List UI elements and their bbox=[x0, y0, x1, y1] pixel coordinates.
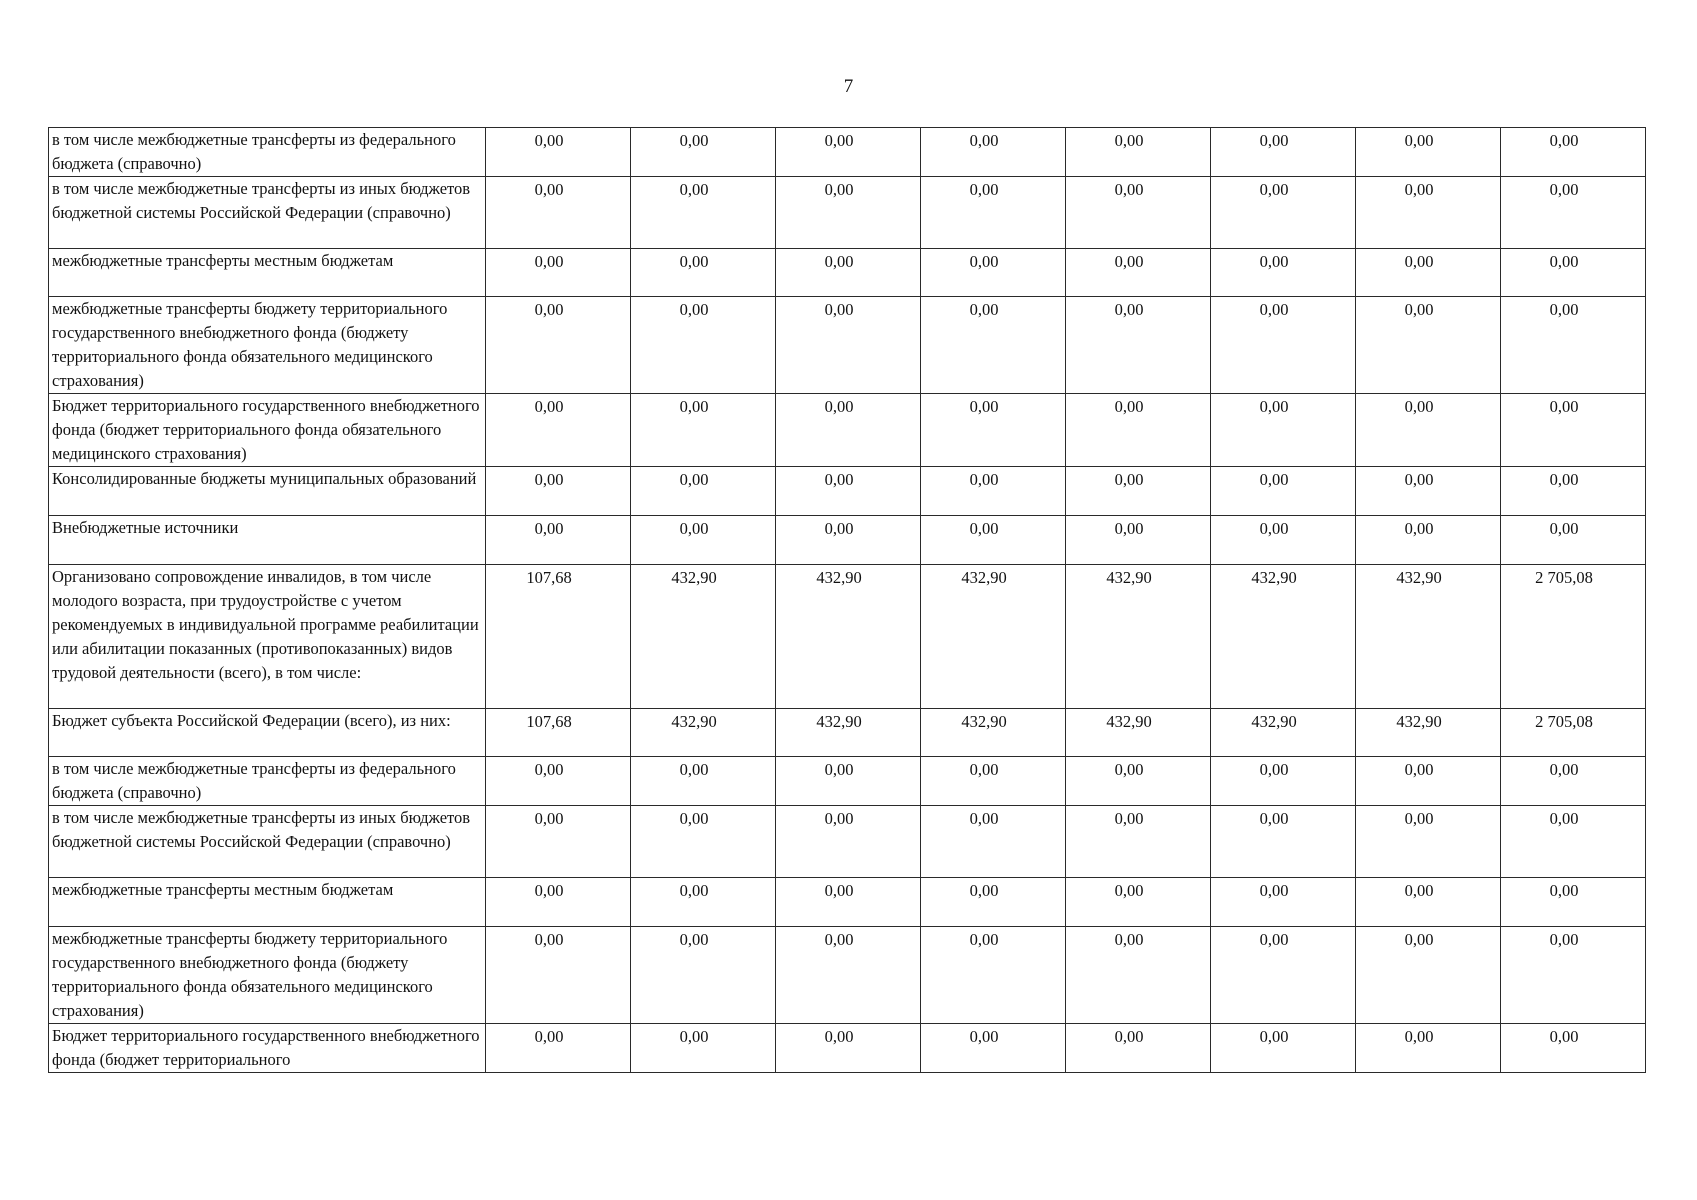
value-text: 0,00 bbox=[1259, 809, 1289, 828]
value-text: 0,00 bbox=[1404, 760, 1434, 779]
value-text: 0,00 bbox=[824, 131, 854, 150]
value-cell bbox=[1066, 467, 1211, 516]
value-cell bbox=[631, 878, 776, 927]
row-label: Консолидированные бюджеты муниципальных образований bbox=[49, 467, 486, 516]
value-text: 0,00 bbox=[1114, 930, 1144, 949]
value-text: 0,00 bbox=[1114, 1027, 1144, 1046]
table-row bbox=[49, 1024, 1646, 1073]
value-cell bbox=[1501, 297, 1646, 394]
value-cell bbox=[776, 516, 921, 565]
value-text: 0,00 bbox=[679, 519, 709, 538]
value-cell bbox=[1066, 709, 1211, 757]
value-text: 2 705,08 bbox=[1535, 712, 1593, 731]
value-cell bbox=[1211, 1024, 1356, 1073]
value-cell bbox=[1211, 878, 1356, 927]
value-cell bbox=[631, 757, 776, 806]
value-text: 0,00 bbox=[1114, 809, 1144, 828]
value-cell bbox=[1501, 516, 1646, 565]
row-label: в том числе межбюджетные трансферты из федерального бюджета (справочно) bbox=[49, 128, 486, 177]
value-text: 0,00 bbox=[1549, 470, 1579, 489]
value-cell bbox=[486, 297, 631, 394]
value-cell bbox=[1066, 1024, 1211, 1073]
value-text: 432,90 bbox=[1251, 712, 1297, 731]
value-cell bbox=[631, 177, 776, 249]
value-text: 0,00 bbox=[534, 930, 564, 949]
value-text: 0,00 bbox=[1404, 470, 1434, 489]
value-text: 0,00 bbox=[1259, 760, 1289, 779]
value-text: 0,00 bbox=[1549, 519, 1579, 538]
value-text: 0,00 bbox=[969, 1027, 999, 1046]
value-text: 0,00 bbox=[1404, 809, 1434, 828]
value-cell bbox=[1066, 927, 1211, 1024]
value-text: 0,00 bbox=[534, 252, 564, 271]
value-cell bbox=[486, 709, 631, 757]
value-text: 0,00 bbox=[1259, 930, 1289, 949]
value-cell bbox=[1501, 128, 1646, 177]
value-cell bbox=[1066, 806, 1211, 878]
value-cell bbox=[776, 1024, 921, 1073]
value-text: 0,00 bbox=[534, 470, 564, 489]
value-text: 432,90 bbox=[1396, 712, 1442, 731]
row-label: в том числе межбюджетные трансферты из иных бюджетов бюджетной системы Российской Федерации (справочно) bbox=[49, 177, 486, 249]
value-cell bbox=[1356, 806, 1501, 878]
value-cell bbox=[1501, 878, 1646, 927]
value-cell bbox=[631, 467, 776, 516]
value-cell bbox=[1356, 927, 1501, 1024]
value-text: 0,00 bbox=[1549, 180, 1579, 199]
value-text: 0,00 bbox=[1259, 470, 1289, 489]
value-text: 0,00 bbox=[969, 470, 999, 489]
value-cell bbox=[1066, 394, 1211, 467]
value-cell bbox=[1501, 927, 1646, 1024]
value-text: 0,00 bbox=[969, 300, 999, 319]
value-cell bbox=[486, 757, 631, 806]
value-cell bbox=[776, 709, 921, 757]
value-text: 0,00 bbox=[1259, 180, 1289, 199]
value-cell bbox=[776, 297, 921, 394]
value-text: 0,00 bbox=[1114, 470, 1144, 489]
value-text: 0,00 bbox=[969, 180, 999, 199]
value-cell bbox=[1211, 297, 1356, 394]
value-text: 0,00 bbox=[969, 252, 999, 271]
value-text: 0,00 bbox=[679, 881, 709, 900]
value-text: 0,00 bbox=[534, 300, 564, 319]
value-text: 432,90 bbox=[961, 712, 1007, 731]
value-text: 0,00 bbox=[1259, 252, 1289, 271]
table-row bbox=[49, 565, 1646, 709]
value-cell bbox=[1066, 565, 1211, 709]
value-cell bbox=[1356, 128, 1501, 177]
value-text: 107,68 bbox=[526, 568, 572, 587]
value-text: 432,90 bbox=[1251, 568, 1297, 587]
value-text: 0,00 bbox=[824, 809, 854, 828]
value-text: 2 705,08 bbox=[1535, 568, 1593, 587]
value-cell bbox=[921, 878, 1066, 927]
value-text: 0,00 bbox=[824, 300, 854, 319]
value-text: 0,00 bbox=[534, 180, 564, 199]
value-text: 0,00 bbox=[1404, 519, 1434, 538]
value-cell bbox=[921, 177, 1066, 249]
value-cell bbox=[1211, 177, 1356, 249]
value-text: 0,00 bbox=[1549, 1027, 1579, 1046]
value-cell bbox=[1211, 757, 1356, 806]
value-text: 0,00 bbox=[824, 519, 854, 538]
value-cell bbox=[921, 709, 1066, 757]
value-text: 432,90 bbox=[1106, 568, 1152, 587]
value-text: 0,00 bbox=[679, 252, 709, 271]
value-cell bbox=[921, 565, 1066, 709]
budget-table-container bbox=[48, 127, 1645, 1073]
value-text: 0,00 bbox=[969, 809, 999, 828]
value-text: 107,68 bbox=[526, 712, 572, 731]
value-cell bbox=[1211, 249, 1356, 297]
value-cell bbox=[1501, 394, 1646, 467]
value-text: 0,00 bbox=[969, 519, 999, 538]
value-cell bbox=[486, 878, 631, 927]
row-label: межбюджетные трансферты местным бюджетам bbox=[49, 878, 486, 927]
row-label: Внебюджетные источники bbox=[49, 516, 486, 565]
value-cell bbox=[631, 709, 776, 757]
row-label: межбюджетные трансферты бюджету территориального государственного внебюджетного фонда (бюджету территориального фонда обязательного медицинского страхования) bbox=[49, 927, 486, 1024]
table-row bbox=[49, 927, 1646, 1024]
value-text: 0,00 bbox=[1549, 930, 1579, 949]
table-row bbox=[49, 806, 1646, 878]
value-text: 432,90 bbox=[671, 568, 717, 587]
value-cell bbox=[776, 249, 921, 297]
value-cell bbox=[1501, 565, 1646, 709]
value-cell bbox=[486, 1024, 631, 1073]
value-text: 0,00 bbox=[1114, 131, 1144, 150]
value-cell bbox=[631, 249, 776, 297]
value-cell bbox=[1066, 516, 1211, 565]
value-text: 432,90 bbox=[816, 712, 862, 731]
value-text: 0,00 bbox=[1259, 881, 1289, 900]
table-row bbox=[49, 177, 1646, 249]
table-row bbox=[49, 249, 1646, 297]
value-cell bbox=[776, 806, 921, 878]
table-row bbox=[49, 709, 1646, 757]
row-label: Бюджет территориального государственного внебюджетного фонда (бюджет территориального фонда обязательного медицинского страхования) bbox=[49, 394, 486, 467]
value-cell bbox=[921, 1024, 1066, 1073]
value-text: 0,00 bbox=[679, 809, 709, 828]
value-text: 432,90 bbox=[961, 568, 1007, 587]
value-cell bbox=[776, 467, 921, 516]
value-cell bbox=[631, 516, 776, 565]
value-text: 0,00 bbox=[1259, 397, 1289, 416]
value-cell bbox=[631, 297, 776, 394]
value-cell bbox=[1356, 467, 1501, 516]
value-cell bbox=[631, 1024, 776, 1073]
table-row bbox=[49, 757, 1646, 806]
table-body bbox=[49, 128, 1646, 1073]
value-cell bbox=[921, 806, 1066, 878]
row-label: в том числе межбюджетные трансферты из иных бюджетов бюджетной системы Российской Федерации (справочно) bbox=[49, 806, 486, 878]
value-text: 432,90 bbox=[1106, 712, 1152, 731]
value-text: 0,00 bbox=[1404, 1027, 1434, 1046]
value-text: 0,00 bbox=[1114, 519, 1144, 538]
value-text: 0,00 bbox=[679, 180, 709, 199]
value-text: 0,00 bbox=[534, 519, 564, 538]
value-cell bbox=[486, 249, 631, 297]
value-text: 0,00 bbox=[1404, 131, 1434, 150]
value-text: 0,00 bbox=[1549, 881, 1579, 900]
value-text: 0,00 bbox=[1549, 809, 1579, 828]
table-row bbox=[49, 394, 1646, 467]
value-text: 0,00 bbox=[1114, 252, 1144, 271]
value-cell bbox=[921, 467, 1066, 516]
value-text: 0,00 bbox=[1404, 300, 1434, 319]
value-cell bbox=[1211, 467, 1356, 516]
value-cell bbox=[631, 394, 776, 467]
value-cell bbox=[1356, 878, 1501, 927]
value-cell bbox=[1501, 177, 1646, 249]
value-text: 0,00 bbox=[679, 930, 709, 949]
value-cell bbox=[776, 565, 921, 709]
value-text: 0,00 bbox=[534, 809, 564, 828]
value-cell bbox=[776, 128, 921, 177]
value-text: 0,00 bbox=[1549, 131, 1579, 150]
value-text: 0,00 bbox=[824, 930, 854, 949]
value-cell bbox=[1066, 878, 1211, 927]
value-text: 0,00 bbox=[1549, 760, 1579, 779]
value-cell bbox=[486, 565, 631, 709]
value-text: 0,00 bbox=[1259, 131, 1289, 150]
value-text: 0,00 bbox=[824, 760, 854, 779]
value-cell bbox=[921, 249, 1066, 297]
value-text: 0,00 bbox=[679, 300, 709, 319]
value-cell bbox=[486, 516, 631, 565]
value-text: 0,00 bbox=[1404, 180, 1434, 199]
value-cell bbox=[486, 927, 631, 1024]
value-cell bbox=[1356, 177, 1501, 249]
value-cell bbox=[1501, 806, 1646, 878]
value-cell bbox=[486, 128, 631, 177]
value-cell bbox=[1211, 709, 1356, 757]
value-cell bbox=[1211, 394, 1356, 467]
value-text: 0,00 bbox=[1114, 881, 1144, 900]
value-cell bbox=[921, 128, 1066, 177]
value-text: 0,00 bbox=[679, 131, 709, 150]
table-row bbox=[49, 878, 1646, 927]
value-text: 0,00 bbox=[969, 397, 999, 416]
value-text: 0,00 bbox=[534, 131, 564, 150]
value-text: 0,00 bbox=[1259, 519, 1289, 538]
row-label: Бюджет территориального государственного внебюджетного фонда (бюджет территориального bbox=[49, 1024, 486, 1073]
value-text: 0,00 bbox=[679, 1027, 709, 1046]
value-cell bbox=[1066, 128, 1211, 177]
value-text: 0,00 bbox=[824, 1027, 854, 1046]
value-text: 0,00 bbox=[534, 1027, 564, 1046]
value-text: 0,00 bbox=[1114, 180, 1144, 199]
row-label: Организовано сопровождение инвалидов, в том числе молодого возраста, при трудоустройстве с учетом рекомендуемых в индивидуальной программе реабилитации или абилитации показанных (противопоказанных) видов трудовой деятельности (всего), в том числе: bbox=[49, 565, 486, 709]
value-text: 0,00 bbox=[969, 881, 999, 900]
value-cell bbox=[1356, 1024, 1501, 1073]
value-text: 0,00 bbox=[1404, 252, 1434, 271]
budget-table bbox=[48, 127, 1646, 1073]
value-text: 432,90 bbox=[671, 712, 717, 731]
value-cell bbox=[1211, 565, 1356, 709]
value-cell bbox=[1501, 249, 1646, 297]
table-row bbox=[49, 297, 1646, 394]
value-text: 0,00 bbox=[534, 760, 564, 779]
value-cell bbox=[1066, 297, 1211, 394]
value-cell bbox=[776, 757, 921, 806]
value-text: 0,00 bbox=[969, 760, 999, 779]
value-cell bbox=[486, 467, 631, 516]
value-cell bbox=[1356, 757, 1501, 806]
value-text: 0,00 bbox=[1404, 930, 1434, 949]
value-cell bbox=[1356, 709, 1501, 757]
value-cell bbox=[631, 806, 776, 878]
value-cell bbox=[486, 806, 631, 878]
value-text: 0,00 bbox=[969, 930, 999, 949]
value-cell bbox=[1211, 927, 1356, 1024]
value-text: 0,00 bbox=[1404, 397, 1434, 416]
value-cell bbox=[1066, 249, 1211, 297]
value-text: 0,00 bbox=[534, 397, 564, 416]
value-cell bbox=[921, 757, 1066, 806]
value-cell bbox=[1501, 1024, 1646, 1073]
value-text: 0,00 bbox=[1114, 300, 1144, 319]
value-cell bbox=[631, 565, 776, 709]
row-label: в том числе межбюджетные трансферты из федерального бюджета (справочно) bbox=[49, 757, 486, 806]
value-cell bbox=[1356, 565, 1501, 709]
value-cell bbox=[1066, 757, 1211, 806]
value-cell bbox=[1356, 249, 1501, 297]
value-cell bbox=[1356, 516, 1501, 565]
value-cell bbox=[1211, 806, 1356, 878]
value-text: 432,90 bbox=[816, 568, 862, 587]
value-cell bbox=[776, 394, 921, 467]
value-text: 0,00 bbox=[1549, 300, 1579, 319]
value-text: 0,00 bbox=[679, 397, 709, 416]
value-cell bbox=[486, 177, 631, 249]
value-cell bbox=[1356, 394, 1501, 467]
row-label: межбюджетные трансферты местным бюджетам bbox=[49, 249, 486, 297]
value-cell bbox=[1501, 467, 1646, 516]
value-text: 0,00 bbox=[824, 180, 854, 199]
value-cell bbox=[631, 927, 776, 1024]
value-cell bbox=[1066, 177, 1211, 249]
value-text: 0,00 bbox=[824, 252, 854, 271]
value-text: 0,00 bbox=[824, 470, 854, 489]
value-cell bbox=[1211, 128, 1356, 177]
row-label: межбюджетные трансферты бюджету территориального государственного внебюджетного фонда (бюджету территориального фонда обязательного медицинского страхования) bbox=[49, 297, 486, 394]
table-row bbox=[49, 467, 1646, 516]
value-text: 0,00 bbox=[824, 397, 854, 416]
value-text: 0,00 bbox=[969, 131, 999, 150]
value-text: 0,00 bbox=[1114, 397, 1144, 416]
value-cell bbox=[1356, 297, 1501, 394]
value-cell bbox=[776, 878, 921, 927]
value-cell bbox=[1211, 516, 1356, 565]
value-text: 0,00 bbox=[1259, 300, 1289, 319]
row-label: Бюджет субъекта Российской Федерации (всего), из них: bbox=[49, 709, 486, 757]
value-text: 0,00 bbox=[1114, 760, 1144, 779]
value-text: 0,00 bbox=[824, 881, 854, 900]
value-text: 0,00 bbox=[1549, 397, 1579, 416]
value-cell bbox=[1501, 757, 1646, 806]
table-row bbox=[49, 516, 1646, 565]
value-text: 0,00 bbox=[679, 760, 709, 779]
value-text: 0,00 bbox=[534, 881, 564, 900]
value-cell bbox=[776, 177, 921, 249]
value-text: 0,00 bbox=[1404, 881, 1434, 900]
value-cell bbox=[921, 516, 1066, 565]
value-cell bbox=[776, 927, 921, 1024]
value-cell bbox=[1501, 709, 1646, 757]
value-text: 432,90 bbox=[1396, 568, 1442, 587]
value-cell bbox=[921, 394, 1066, 467]
value-text: 0,00 bbox=[679, 470, 709, 489]
page-number: 7 bbox=[843, 76, 854, 97]
value-text: 0,00 bbox=[1259, 1027, 1289, 1046]
table-row bbox=[49, 128, 1646, 177]
value-cell bbox=[631, 128, 776, 177]
value-cell bbox=[921, 297, 1066, 394]
value-cell bbox=[486, 394, 631, 467]
value-text: 0,00 bbox=[1549, 252, 1579, 271]
value-cell bbox=[921, 927, 1066, 1024]
